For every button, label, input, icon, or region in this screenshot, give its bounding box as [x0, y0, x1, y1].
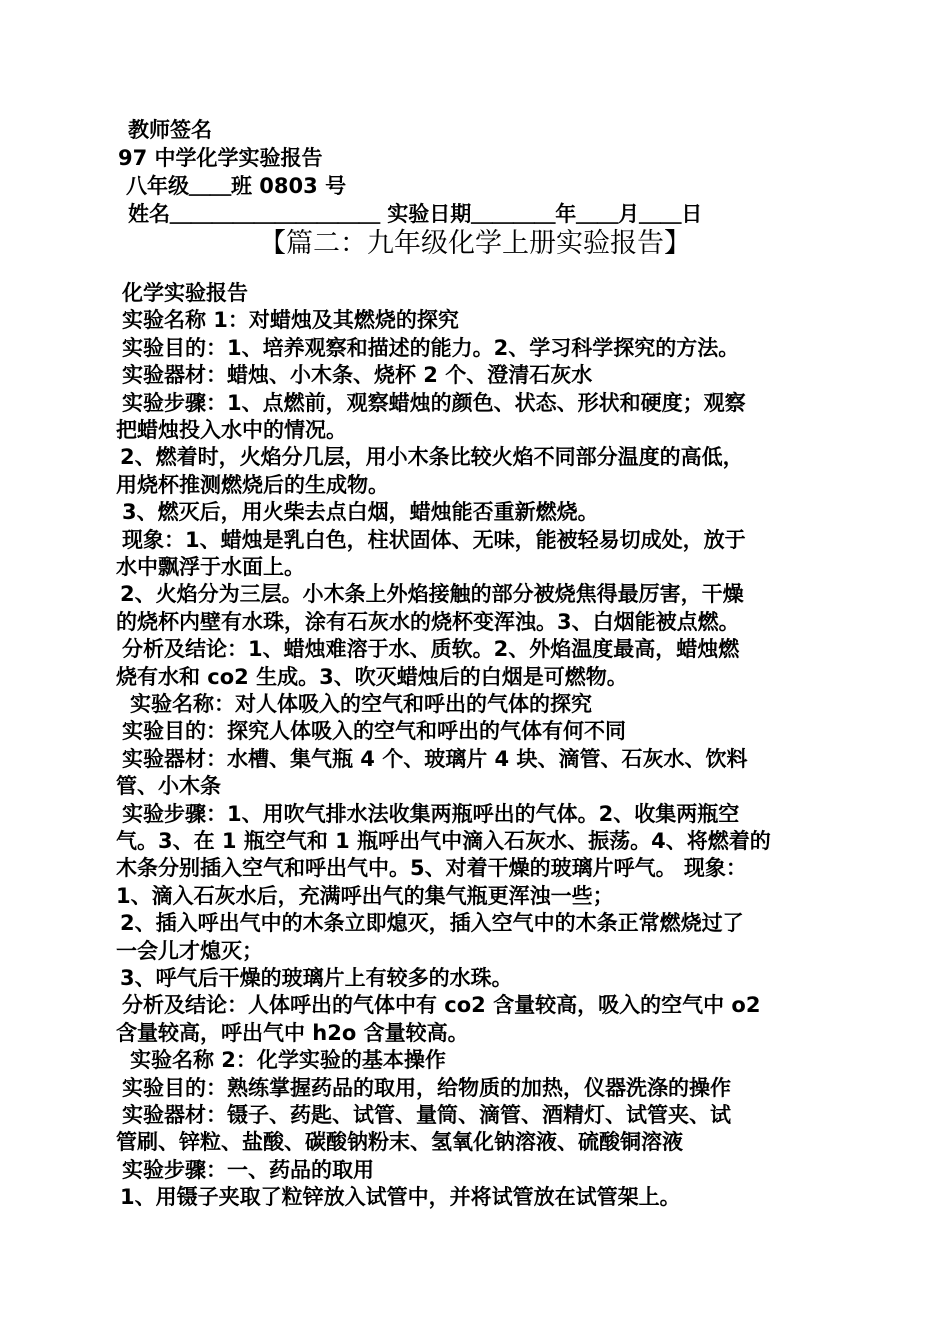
text-line: 实验步骤：1、用吹气排水法收集两瓶呼出的气体。2、收集两瓶空 — [122, 801, 740, 826]
text-line: 分析及结论：人体呼出的气体中有 co2 含量较高，吸入的空气中 o2 — [122, 993, 761, 1018]
text-line: 实验器材：镊子、药匙、试管、量筒、滴管、酒精灯、试管夹、试 — [122, 1103, 731, 1127]
text-line: 实验名称 2：化学实验的基本操作 — [130, 1048, 446, 1073]
text-line: 管刷、锌粒、盐酸、碳酸钠粉末、氢氧化钠溶液、硫酸铜溶液 — [116, 1130, 683, 1155]
text-line: 用烧杯推测燃烧后的生成物。 — [116, 472, 389, 497]
name-date-line: 姓名＿＿＿＿＿＿＿＿＿＿ 实验日期＿＿＿＿年＿＿月＿＿日 — [128, 202, 703, 226]
text-line: 分析及结论：1、蜡烛难溶于水、质软。2、外焰温度最高，蜡烛燃 — [122, 637, 740, 662]
text-line: 实验器材：水槽、集气瓶 4 个、玻璃片 4 块、滴管、石灰水、饮料 — [122, 746, 748, 771]
text-line: 3、燃灭后，用火柴去点白烟，蜡烛能否重新燃烧。 — [122, 500, 599, 525]
text-line: 3、呼气后干燥的玻璃片上有较多的水珠。 — [120, 966, 513, 990]
text-line: 1、滴入石灰水后，充满呼出气的集气瓶更浑浊一些； — [116, 883, 614, 908]
text-line: 2、火焰分为三层。小木条上外焰接触的部分被烧焦得最厉害，干燥 — [120, 582, 744, 607]
text-line: 2、插入呼出气中的木条立即熄灭，插入空气中的木条正常燃烧过了 — [120, 911, 744, 936]
text-line: 2、燃着时，火焰分几层，用小木条比较火焰不同部分温度的高低， — [120, 445, 744, 470]
section-title: 【篇二：九年级化学上册实验报告】 — [259, 228, 691, 259]
text-line: 一会儿才熄灭； — [116, 938, 263, 963]
text-line: 把蜡烛投入水中的情况。 — [116, 418, 347, 442]
text-line: 实验步骤：一、药品的取用 — [122, 1157, 374, 1182]
text-line: 木条分别插入空气和呼出气中。5、对着干燥的玻璃片呼气。 现象： — [116, 856, 747, 881]
text-line: 实验目的：熟练掌握药品的取用，给物质的加热，仪器洗涤的操作 — [122, 1075, 731, 1100]
text-line: 实验目的：1、培养观察和描述的能力。2、学习科学探究的方法。 — [122, 335, 740, 360]
report-title: 97 中学化学实验报告 — [118, 146, 323, 170]
text-line: 实验器材：蜡烛、小木条、烧杯 2 个、澄清石灰水 — [122, 363, 593, 388]
class-line: 八年级＿＿班 0803 号 — [126, 174, 347, 198]
text-line: 烧有水和 co2 生成。3、吹灭蜡烛后的白烟是可燃物。 — [116, 664, 628, 689]
text-line: 管、小木条 — [116, 774, 221, 799]
text-line: 实验名称 1：对蜡烛及其燃烧的探究 — [122, 308, 459, 333]
text-line: 实验步骤：1、点燃前，观察蜡烛的颜色、状态、形状和硬度；观察 — [122, 390, 746, 415]
text-line: 实验名称：对人体吸入的空气和呼出的气体的探究 — [130, 692, 592, 716]
text-line: 化学实验报告 — [122, 281, 248, 305]
text-line: 气。3、在 1 瓶空气和 1 瓶呼出气中滴入石灰水、振荡。4、将燃着的 — [116, 829, 771, 853]
text-line: 水中飘浮于水面上。 — [116, 555, 305, 579]
text-line: 1、用镊子夹取了粒锌放入试管中，并将试管放在试管架上。 — [120, 1185, 681, 1210]
text-line: 含量较高，呼出气中 h2o 含量较高。 — [116, 1020, 469, 1045]
text-line: 的烧杯内壁有水珠，涂有石灰水的烧杯变浑浊。3、白烟能被点燃。 — [116, 609, 740, 634]
text-line: 实验目的：探究人体吸入的空气和呼出的气体有何不同 — [122, 719, 626, 744]
teacher-signature-label: 教师签名 — [128, 118, 212, 142]
text-line: 现象：1、蜡烛是乳白色，柱状固体、无味，能被轻易切成处，放于 — [122, 527, 746, 552]
